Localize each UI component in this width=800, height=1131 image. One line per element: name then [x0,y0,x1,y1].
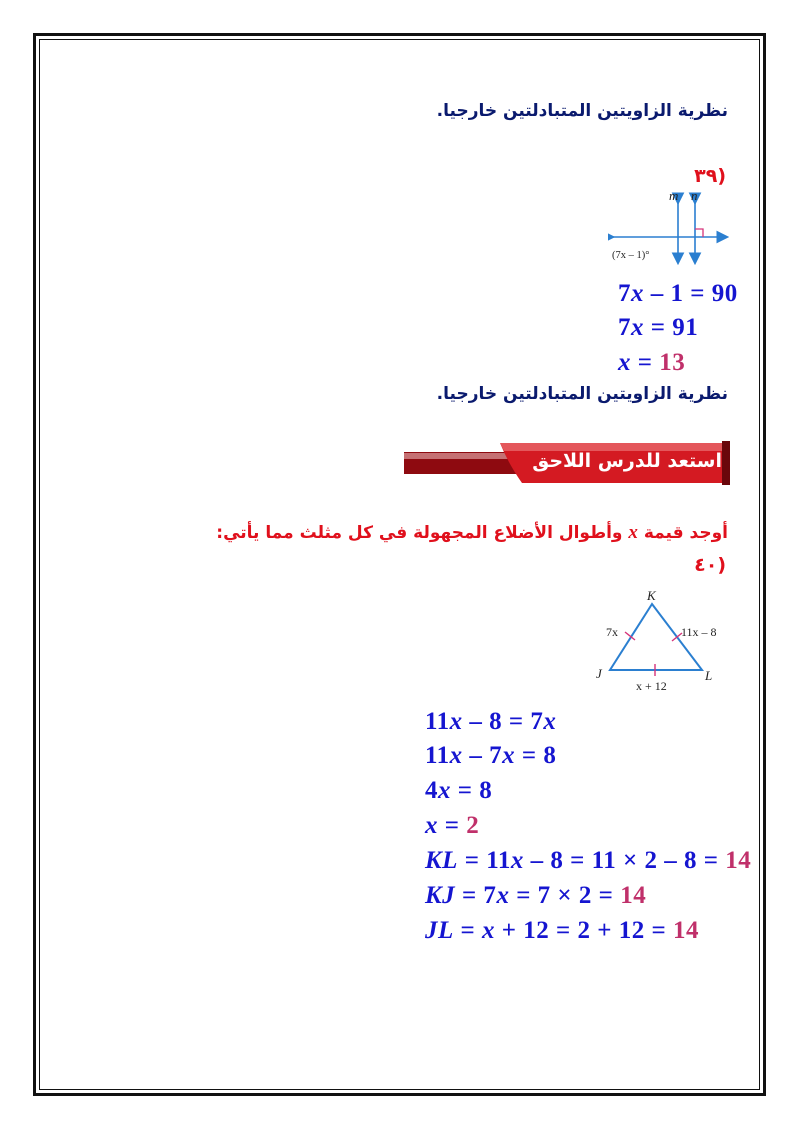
equation-40-7: JL = x + 12 = 2 + 12 = 14 [425,917,700,944]
label-m: m [669,188,679,203]
problem-39-number: (٣٩ [694,165,726,187]
side-kl-label: 11x – 8 [681,625,717,639]
side-kj-label: 7x [606,625,618,639]
equation-40-5: KL = 11x – 8 = 11 × 2 – 8 = 14 [425,847,752,874]
equation-40-3: 4x = 8 [425,777,493,804]
vertex-j: J [596,666,602,681]
theorem-heading-top: نظرية الزاويتين المتبادلتين خارجيا. [436,101,728,121]
angle-label: (7x – 1)° [612,250,650,261]
problem-39-figure [608,188,733,268]
vertex-k: K [647,588,656,603]
triangle-figure [592,586,737,696]
instruction-text: أوجد قيمة x وأطوال الأضلاع المجهولة في كل مثلث مما يأتي: [216,522,728,543]
banner-title: استعد للدرس اللاحق [532,450,722,472]
equation-39-1: 7x – 1 = 90 [618,280,738,307]
vertex-l: L [705,668,713,683]
side-jl-label: x + 12 [636,679,667,693]
right-angle-mark [695,229,703,237]
theorem-conclusion-39: نظرية الزاويتين المتبادلتين خارجيا. [436,384,728,404]
equation-40-4: x = 2 [425,812,480,839]
equation-39-3: x = 13 [618,349,686,376]
equation-40-1: 11x – 8 = 7x [425,708,557,735]
problem-40-number: (٤٠ [694,554,726,576]
label-n: n [691,188,698,203]
equation-40-2: 11x – 7x = 8 [425,742,557,769]
equation-39-2: 7x = 91 [618,314,699,341]
equation-40-6: KJ = 7x = 7 × 2 = 14 [425,882,647,909]
